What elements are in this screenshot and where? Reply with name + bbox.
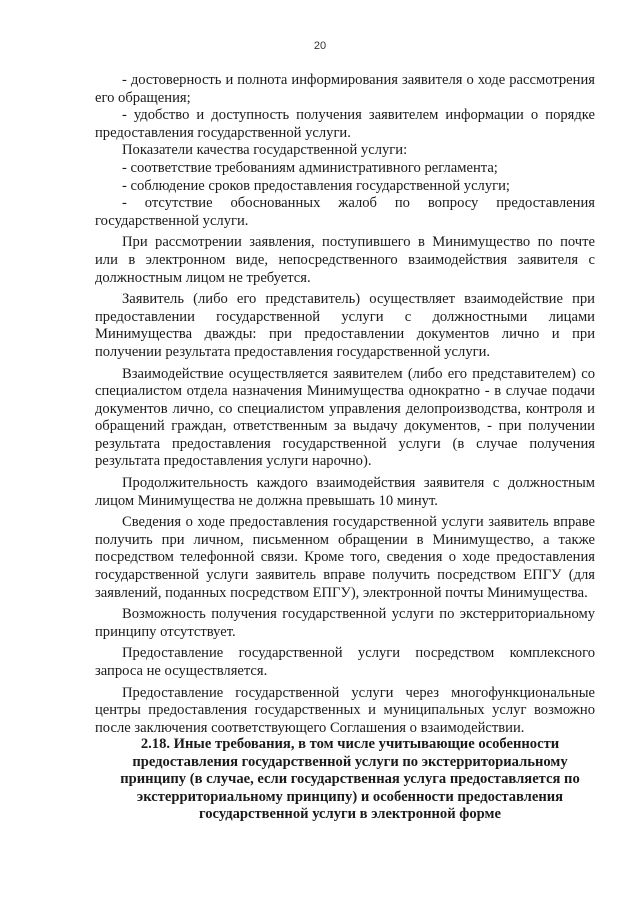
paragraph: Возможность получения государственной услуги по экстерриториальному принципу отсутствует. [95,606,595,640]
paragraph: Предоставление государственной услуги через многофункциональные центры предоставления государственных и муниципальных услуг возможно после заключения соответствующего Соглашения о взаимодействии. [95,684,595,736]
paragraph: - соблюдение сроков предоставления государственной услуги; [122,177,510,194]
paragraph: При рассмотрении заявления, поступившего в Минимущество по почте или в электронном виде, непосредственного взаимодействия заявителя с должностным лицом не требуется. [95,234,595,286]
paragraph: - соответствие требованиям административного регламента; [122,159,498,176]
paragraph: Показатели качества государственной услуги: [122,142,408,159]
paragraph: Продолжительность каждого взаимодействия заявителя с должностным лицом Минимущества не должна превышать 10 минут. [95,475,595,509]
page-number: 20 [313,40,327,52]
paragraph: Заявитель (либо его представитель) осуществляет взаимодействие при предоставлении государственной услуги с должностными лицами Минимущества дважды: при предоставлении документов лично и при получении результата предоставления государственной услуги. [95,291,595,360]
paragraph: Сведения о ходе предоставления государственной услуги заявитель вправе получить при личном, письменном обращении в Минимущество, а также посредством телефонной связи. Кроме того, сведения о ходе предоставления государственной услуги заявитель вправе получить посредством ЕПГУ (для заявлений, поданных посредством ЕПГУ), электронной почты Минимущества. [95,514,595,601]
paragraph: Взаимодействие осуществляется заявителем (либо его представителем) со специалистом отдела назначения Минимущества однократно - в случае подачи документов лично, со специалистом управления делопроизводства, контроля и обращений граждан, ответственным за выдачу документов, - при получении результата предоставления государственной услуги (в случае получения результата предоставления услуги нарочно). [95,365,595,470]
section-heading: 2.18. Иные требования, в том числе учитывающие особенности предоставления государственной услуги по экстерриториальному принципу (в случае, если государственная услуга предоставляется по экстерриториальному принципу) и особенности предоставления государственной услуги в электронной форме [120,736,580,823]
paragraph: - достоверность и полнота информирования заявителя о ходе рассмотрения его обращения; [95,72,595,106]
paragraph: - удобство и доступность получения заявителем информации о порядке предоставления государственной услуги. [95,107,595,141]
paragraph: - отсутствие обоснованных жалоб по вопросу предоставления государственной услуги. [95,195,595,229]
document-body [95,72,595,737]
paragraph: Предоставление государственной услуги посредством комплексного запроса не осуществляется. [95,645,595,679]
